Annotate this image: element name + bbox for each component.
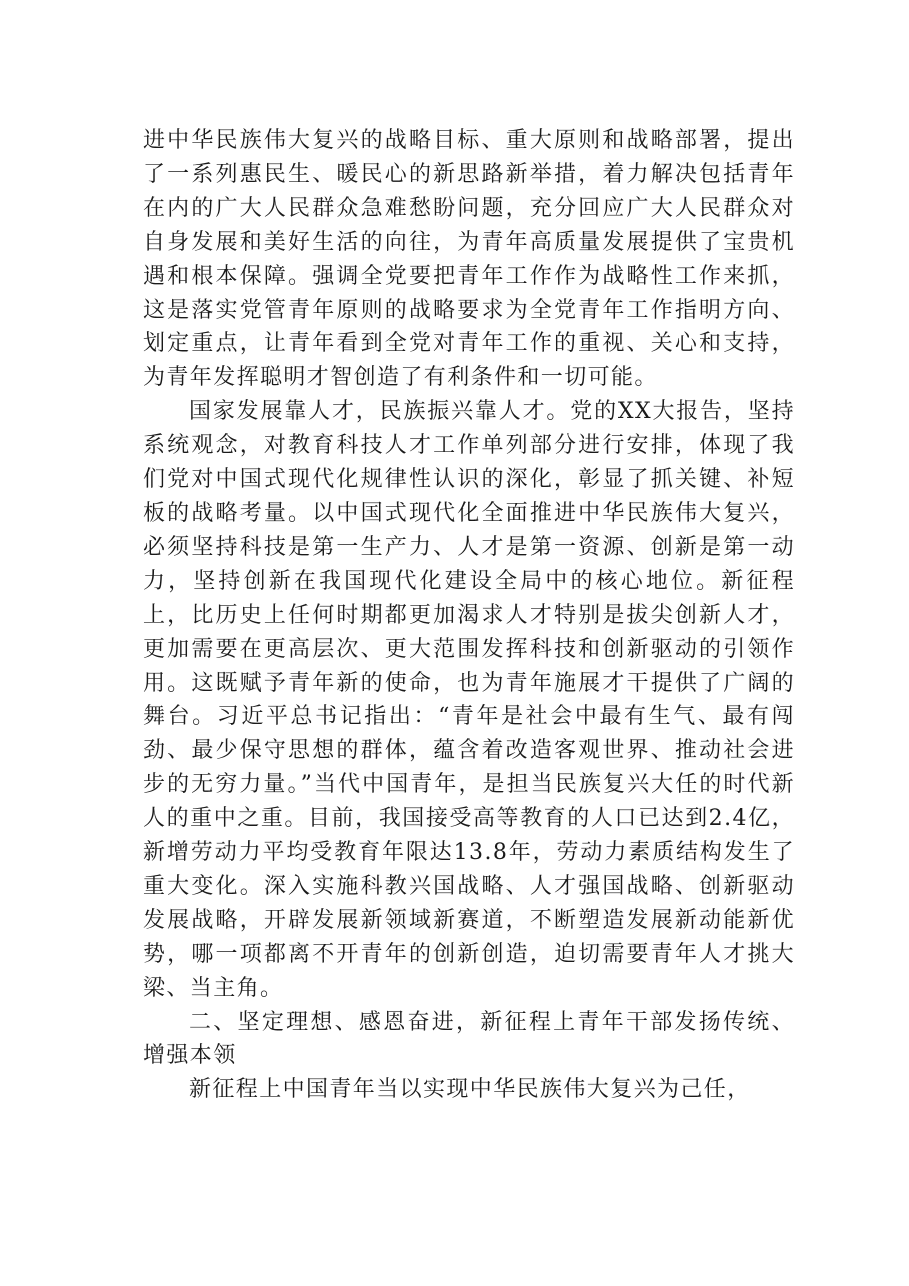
section-heading-two: 二、坚定理想、感恩奋进，新征程上青年干部发扬传统、增强本领 xyxy=(143,1009,795,1069)
document-body xyxy=(143,124,795,1107)
paragraph-continuation: 进中华民族伟大复兴的战略目标、重大原则和战略部署，提出了一系列惠民生、暖民心的新思路新举措，着力解决包括青年在内的广大人民群众急难愁盼问题，充分回应广大人民群众对自身发展和美好生活的向往，为青年高质量发展提供了宝贵机遇和根本保障。强调全党要把青年工作作为战略性工作来抓，这是落实党管青年原则的战略要求为全党青年工作指明方向、划定重点，让青年看到全党对青年工作的重视、关心和支持，为青年发挥聪明才智创造了有利条件和一切可能。 xyxy=(143,128,795,391)
paragraph-talent-development: 国家发展靠人才，民族振兴靠人才。党的XX大报告，坚持系统观念，对教育科技人才工作单列部分进行安排，体现了我们党对中国式现代化规律性认识的深化，彰显了抓关键、补短板的战略考量。以中国式现代化全面推进中华民族伟大复兴，必须坚持科技是第一生产力、人才是第一资源、创新是第一动力，坚持创新在我国现代化建设全局中的核心地位。新征程上，比历史上任何时期都更加渴求人才特别是拔尖创新人才，更加需要在更高层次、更大范围发挥科技和创新驱动的引领作用。这既赋予青年新的使命，也为青年施展才干提供了广阔的舞台。习近平总书记指出：“青年是社会中最有生气、最有闯劲、最少保守思想的群体，蕴含着改造客观世界、推动社会进步的无穷力量。”当代中国青年，是担当民族复兴大任的时代新人的重中之重。目前，我国接受高等教育的人口已达到2.4亿，新增劳动力平均受教育年限达13.8年，劳动力素质结构发生了重大变化。深入实施科教兴国战略、人才强国战略、创新驱动发展战略，开辟发展新领域新赛道，不断塑造发展新动能新优势，哪一项都离不开青年的创新创造，迫切需要青年人才挑大梁、当主角。 xyxy=(143,399,795,1001)
paragraph-new-journey: 新征程上中国青年当以实现中华民族伟大复兴为己任， xyxy=(189,1077,751,1103)
